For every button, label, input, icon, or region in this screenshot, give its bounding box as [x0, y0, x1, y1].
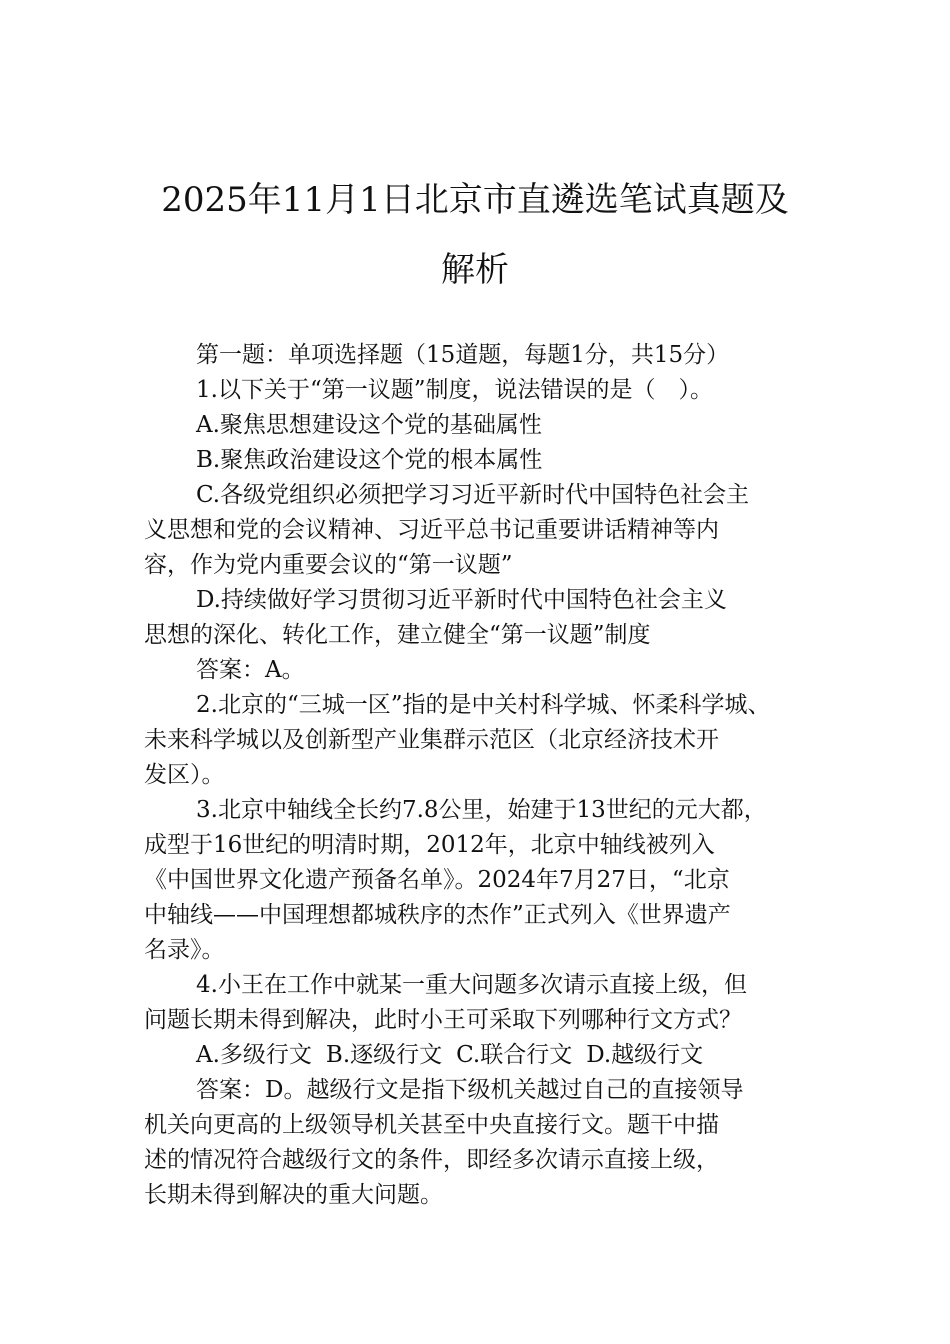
question-4-options	[144, 1038, 834, 1073]
question-1-option-d-line: D.持续做好学习贯彻习近平新时代中国特色社会主义	[196, 587, 727, 613]
question-4-stem-line: 4.小王在工作中就某一重大问题多次请示直接上级，但	[196, 972, 747, 998]
question-1-option-c-line: 义思想和党的会议精神、习近平总书记重要讲话精神等内	[144, 517, 719, 543]
question-4-answer	[144, 1073, 834, 1213]
question-1-option-a: A.聚焦思想建设这个党的基础属性	[196, 412, 542, 438]
question-1-option-b: B.聚焦政治建设这个党的根本属性	[196, 447, 543, 473]
question-3-line: 成型于16世纪的明清时期，2012年，北京中轴线被列入	[144, 832, 715, 858]
question-2-line: 发区）。	[144, 762, 225, 788]
question-4-option-a: A.多级行文	[196, 1042, 312, 1068]
document-title-line-2: 解析	[441, 250, 509, 290]
document-title-line-1: 2025年11月1日北京市直遴选笔试真题及	[161, 180, 789, 220]
question-4-option-c: C.联合行文	[456, 1042, 573, 1068]
question-1-option-c	[144, 478, 834, 583]
question-2-line: 未来科学城以及创新型产业集群示范区（北京经济技术开	[144, 727, 719, 753]
question-1-option-c-line: 容，作为党内重要会议的“第一议题”	[144, 552, 513, 578]
question-3-line: 3.北京中轴线全长约7.8公里，始建于13世纪的元大都，	[196, 797, 767, 823]
question-3-line: 中轴线——中国理想都城秩序的杰作”正式列入《世界遗产	[144, 902, 731, 928]
question-4-answer-line: 长期未得到解决的重大问题。	[144, 1182, 443, 1208]
question-3	[144, 793, 834, 968]
question-1-stem: 1.以下关于“第一议题”制度，说法错误的是（ ）。	[196, 377, 713, 403]
question-1-option-d	[144, 583, 834, 653]
question-4-answer-line: 述的情况符合越级行文的条件，即经多次请示直接上级，	[144, 1147, 719, 1173]
question-4-answer-line: 答案：D。越级行文是指下级机关越过自己的直接领导	[196, 1077, 744, 1103]
document-body	[144, 338, 834, 1213]
question-1-option-d-line: 思想的深化、转化工作，建立健全“第一议题”制度	[144, 622, 651, 648]
question-4-stem	[144, 968, 834, 1038]
question-4-stem-line: 问题长期未得到解决，此时小王可采取下列哪种行文方式？	[144, 1007, 742, 1033]
question-1-option-c-line: C.各级党组织必须把学习习近平新时代中国特色社会主	[196, 482, 750, 508]
question-2-line: 2.北京的“三城一区”指的是中关村科学城、怀柔科学城、	[196, 692, 771, 718]
question-3-line: 《中国世界文化遗产预备名单》。2024年7月27日，“北京	[144, 867, 730, 893]
section-heading: 第一题：单项选择题（15道题，每题1分，共15分）	[196, 342, 730, 368]
question-4-answer-line: 机关向更高的上级领导机关甚至中央直接行文。题干中描	[144, 1112, 719, 1138]
question-4-option-d: D.越级行文	[586, 1042, 704, 1068]
question-4-option-b: B.逐级行文	[325, 1042, 443, 1068]
question-3-line: 名录》。	[144, 937, 225, 963]
question-1-answer: 答案：A。	[196, 657, 305, 683]
question-2	[144, 688, 834, 793]
